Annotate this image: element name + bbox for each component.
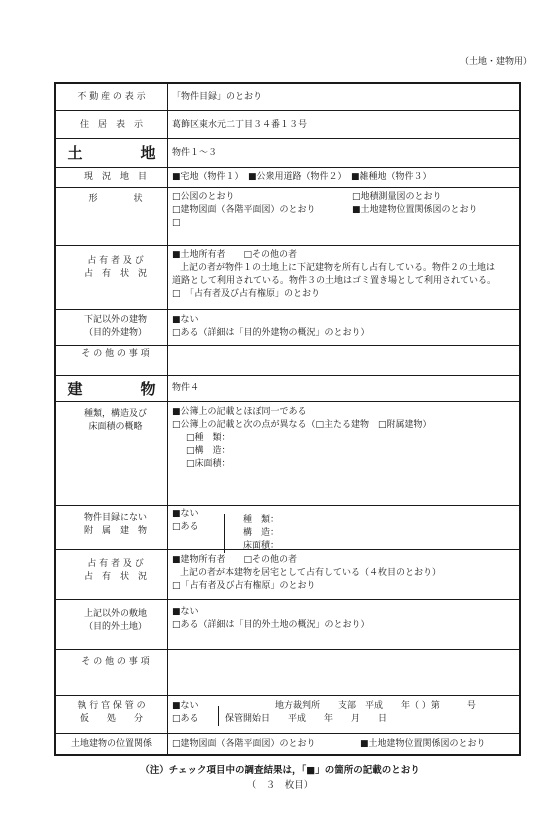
building-occupancy-label: 占 有 者 及 び 占 有 状 況 — [83, 559, 147, 583]
building-kind-differs: □公簿上の記載と次の点が異なる（□主たる建物 □附属建物） — [172, 420, 432, 431]
land-heading: 土 地 — [67, 144, 156, 162]
building-heading: 建 物 — [67, 380, 156, 398]
building-kind-label: 種類，構造及び 床面積の概略 — [83, 409, 147, 433]
land-occupancy-choice: ■土地所有者 □その他の者 — [172, 250, 298, 260]
building-unlisted-exists: □ある — [172, 522, 199, 533]
land-current-value: ■宅地（物件１） ■公衆用道路（物件２） ■雑種地（物件３） — [172, 172, 432, 182]
land-occupancy-text-3: □ 「占有者及び占有権原」のとおり — [172, 289, 321, 300]
land-other-building-options — [172, 314, 513, 340]
custody-court-line: 地方裁判所 支部 平成 年（ ）第 号 — [275, 701, 476, 711]
address-label: 住 居 表 示 — [79, 120, 143, 130]
building-occupancy-text-1: 上記の者が本建物を居宅として占有している（４枚目のとおり） — [180, 568, 442, 579]
custody-label: 執 行 官 保 管 の 仮 処 分 — [77, 701, 146, 725]
building-kind-area: □床面積： — [186, 459, 231, 470]
relation-options — [172, 738, 513, 751]
custody-detail — [172, 700, 513, 726]
building-kind-structure: □構 造： — [186, 446, 231, 457]
building-kind-detail — [172, 406, 513, 471]
land-shape-options — [172, 191, 513, 230]
property-row — [56, 84, 519, 111]
building-misc-row — [56, 650, 519, 696]
building-site-none: ■ない — [172, 607, 199, 617]
page-number: （ ３ 枚目） — [246, 780, 314, 791]
address-value: 葛飾区東水元二丁目３４番１３号 — [172, 120, 308, 130]
land-shape-row — [56, 188, 519, 246]
property-label: 不 動 産 の 表 示 — [77, 92, 146, 102]
building-occupancy-row — [56, 550, 519, 600]
survey-table — [54, 82, 521, 756]
building-kind-row — [56, 402, 519, 506]
land-occupancy-label: 占 有 者 及 び 占 有 状 況 — [83, 256, 147, 280]
building-misc-label: そ の 他 の 事 項 — [81, 657, 150, 667]
land-other-building-label: 下記以外の建物 （目的外建物） — [83, 315, 147, 339]
land-misc-row — [56, 346, 519, 376]
custody-exists: □ある — [172, 714, 199, 725]
custody-none: ■ない — [172, 701, 199, 711]
land-current-label: 現 況 地 目 — [83, 172, 147, 182]
shape-option-blank: □ — [172, 218, 181, 229]
shape-option-location-map: ■土地建物位置関係図のとおり — [352, 205, 478, 216]
custody-start-line: 保管開始日 平成 年 月 日 — [225, 714, 388, 725]
land-shape-label: 形 状 — [88, 194, 143, 204]
building-site-options — [172, 606, 513, 632]
shape-option-public-map: □公図のとおり — [172, 192, 235, 202]
building-unlisted-area: 床面積： — [243, 541, 280, 552]
land-occupancy-detail — [172, 249, 513, 301]
footnote: （注）チェック項目中の調査結果は，「■」の箇所の記載のとおり — [140, 765, 420, 776]
building-occupancy-choice: ■建物所有者 □その他の者 — [172, 555, 298, 565]
building-unlisted-none: ■ない — [172, 509, 199, 519]
land-current-row — [56, 168, 519, 188]
building-unlisted-detail — [172, 508, 513, 553]
building-kind-same: ■公簿上の記載とほぼ同一である — [172, 407, 307, 417]
building-scope: 物件４ — [172, 383, 200, 393]
land-occupancy-row — [56, 246, 519, 310]
building-site-row — [56, 600, 519, 650]
building-site-label: 上記以外の敷地 （目的外土地） — [83, 609, 147, 633]
building-unlisted-kind: 種 類： — [243, 515, 280, 525]
building-occupancy-detail — [172, 554, 513, 593]
shape-option-survey-map: □地積測量図のとおり — [352, 192, 442, 202]
shape-option-floor-plan: □建物図面（各階平面図）のとおり — [172, 205, 316, 216]
building-unlisted-row — [56, 506, 519, 550]
building-kind-type: □種 類： — [186, 433, 231, 444]
relation-row — [56, 734, 519, 756]
building-site-exists: □ある（詳細は「目的外土地の概況」のとおり） — [172, 620, 370, 631]
land-other-building-none: ■ない — [172, 315, 199, 325]
building-heading-row — [56, 376, 519, 402]
building-unlisted-structure: 構 造： — [243, 528, 280, 539]
document-type-tag: （土地・建物用） — [459, 57, 532, 67]
land-occupancy-text-1: 上記の者が物件１の土地上に下記建物を所有し占有している。物件２の土地は — [180, 263, 496, 274]
land-heading-row — [56, 139, 519, 168]
building-occupancy-text-2: □「占有者及び占有権原」のとおり — [172, 581, 316, 592]
land-misc-label: そ の 他 の 事 項 — [81, 349, 150, 359]
property-value: 「物件目録」のとおり — [172, 92, 263, 102]
land-scope: 物件１～３ — [172, 148, 218, 158]
relation-option-floor-plan: □建物図面（各階平面図）のとおり — [172, 739, 316, 749]
land-other-building-row — [56, 310, 519, 346]
custody-row — [56, 696, 519, 734]
land-occupancy-text-2: 道路として利用されている。物件３の土地はゴミ置き場として利用されている。 — [172, 276, 497, 287]
address-row — [56, 111, 519, 139]
building-unlisted-label: 物件目録にない 附 属 建 物 — [83, 513, 147, 537]
relation-option-location-map: ■土地建物位置関係図のとおり — [360, 739, 486, 749]
relation-label: 土地建物の位置関係 — [70, 739, 152, 749]
land-other-building-exists: □ある（詳細は「目的外建物の概況」のとおり） — [172, 328, 370, 339]
